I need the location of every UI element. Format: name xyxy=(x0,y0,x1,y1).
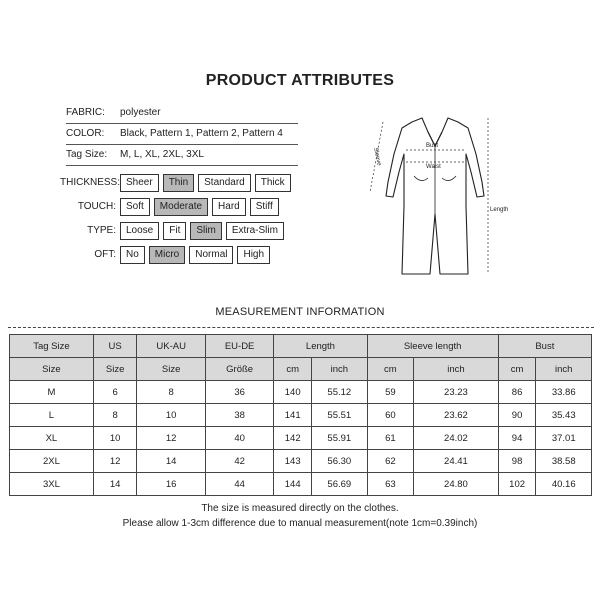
table-cell: 6 xyxy=(93,381,137,404)
table-cell: 102 xyxy=(498,473,536,496)
table-header: Tag Size xyxy=(10,335,94,358)
option-chip: Slim xyxy=(190,222,221,240)
table-header: Length xyxy=(274,335,367,358)
table-cell: 63 xyxy=(367,473,414,496)
table-cell: 140 xyxy=(274,381,312,404)
table-cell: 37.01 xyxy=(536,427,592,450)
attribute-rule xyxy=(66,123,298,124)
option-chip: Extra-Slim xyxy=(226,222,284,240)
table-cell: 60 xyxy=(367,404,414,427)
table-subheader: Größe xyxy=(205,358,273,381)
table-cell: 143 xyxy=(274,450,312,473)
table-cell: 90 xyxy=(498,404,536,427)
option-chip: Soft xyxy=(120,198,150,216)
option-chip: No xyxy=(120,246,145,264)
table-row xyxy=(10,427,592,450)
option-chip: Stiff xyxy=(250,198,279,216)
table-cell: 62 xyxy=(367,450,414,473)
table-row xyxy=(10,381,592,404)
table-subheader: inch xyxy=(536,358,592,381)
option-label: OFT: xyxy=(94,249,116,260)
table-cell: 61 xyxy=(367,427,414,450)
table-cell: 44 xyxy=(205,473,273,496)
option-chip: Normal xyxy=(189,246,233,264)
attribute-value: M, L, XL, 2XL, 3XL xyxy=(120,149,204,160)
table-cell: 3XL xyxy=(10,473,94,496)
section-divider xyxy=(8,327,594,328)
note-measured: The size is measured directly on the clothes. xyxy=(201,503,399,514)
attribute-rule xyxy=(66,144,298,145)
table-cell: 12 xyxy=(137,427,205,450)
table-cell: 55.91 xyxy=(312,427,367,450)
table-cell: 23.23 xyxy=(414,381,499,404)
table-cell: 33.86 xyxy=(536,381,592,404)
table-cell: 144 xyxy=(274,473,312,496)
table-cell: 10 xyxy=(137,404,205,427)
table-cell: L xyxy=(10,404,94,427)
attribute-label: Tag Size: xyxy=(66,149,108,160)
table-cell: 16 xyxy=(137,473,205,496)
table-cell: 23.62 xyxy=(414,404,499,427)
table-cell: 24.02 xyxy=(414,427,499,450)
table-subheader-row xyxy=(10,358,592,381)
table-cell: 36 xyxy=(205,381,273,404)
table-subheader: Size xyxy=(93,358,137,381)
table-cell: 141 xyxy=(274,404,312,427)
table-subheader: Size xyxy=(137,358,205,381)
table-cell: 86 xyxy=(498,381,536,404)
waist-label: Waist xyxy=(426,164,441,170)
option-chip: Hard xyxy=(212,198,246,216)
attribute-value: Black, Pattern 1, Pattern 2, Pattern 4 xyxy=(120,128,283,139)
table-subheader: inch xyxy=(312,358,367,381)
page-title: PRODUCT ATTRIBUTES xyxy=(205,72,395,89)
option-chip: Micro xyxy=(149,246,185,264)
table-cell: 56.30 xyxy=(312,450,367,473)
size-table xyxy=(9,334,592,496)
option-label: TYPE: xyxy=(87,225,116,236)
table-cell: 38.58 xyxy=(536,450,592,473)
attribute-value: polyester xyxy=(120,107,161,118)
option-chip: Moderate xyxy=(154,198,208,216)
table-cell: 24.41 xyxy=(414,450,499,473)
option-chip: Thick xyxy=(255,174,291,192)
table-cell: 12 xyxy=(93,450,137,473)
table-subheader: Size xyxy=(10,358,94,381)
table-row xyxy=(10,404,592,427)
option-chip: Standard xyxy=(198,174,251,192)
option-chip: Fit xyxy=(163,222,186,240)
table-cell: 8 xyxy=(137,381,205,404)
sleeve-label: Sleeve xyxy=(372,147,382,167)
table-cell: 40.16 xyxy=(536,473,592,496)
attribute-label: COLOR: xyxy=(66,128,105,139)
table-cell: 35.43 xyxy=(536,404,592,427)
table-cell: 55.51 xyxy=(312,404,367,427)
option-chip: Sheer xyxy=(120,174,159,192)
table-subheader: cm xyxy=(367,358,414,381)
option-label: TOUCH: xyxy=(77,201,116,212)
table-cell: 59 xyxy=(367,381,414,404)
table-subheader: cm xyxy=(498,358,536,381)
measurement-title: MEASUREMENT INFORMATION xyxy=(215,306,385,318)
table-cell: 2XL xyxy=(10,450,94,473)
table-cell: 55.12 xyxy=(312,381,367,404)
table-header: Bust xyxy=(498,335,591,358)
table-cell: 38 xyxy=(205,404,273,427)
table-header: EU-DE xyxy=(205,335,273,358)
table-cell: 40 xyxy=(205,427,273,450)
table-header: US xyxy=(93,335,137,358)
table-cell: XL xyxy=(10,427,94,450)
table-header-row xyxy=(10,335,592,358)
table-row xyxy=(10,450,592,473)
option-chip: Thin xyxy=(163,174,194,192)
table-subheader: cm xyxy=(274,358,312,381)
table-cell: 24.80 xyxy=(414,473,499,496)
table-subheader: inch xyxy=(414,358,499,381)
option-chip: Loose xyxy=(120,222,159,240)
table-cell: 14 xyxy=(137,450,205,473)
option-label: THICKNESS: xyxy=(60,177,121,188)
jumpsuit-diagram xyxy=(366,106,509,284)
table-cell: 10 xyxy=(93,427,137,450)
table-cell: 94 xyxy=(498,427,536,450)
attribute-rule xyxy=(66,165,298,166)
option-chip: High xyxy=(237,246,270,264)
table-cell: 42 xyxy=(205,450,273,473)
table-cell: 14 xyxy=(93,473,137,496)
table-cell: 98 xyxy=(498,450,536,473)
attribute-label: FABRIC: xyxy=(66,107,105,118)
table-cell: 142 xyxy=(274,427,312,450)
table-header: Sleeve length xyxy=(367,335,498,358)
table-cell: 8 xyxy=(93,404,137,427)
note-difference: Please allow 1-3cm difference due to manual measurement(note 1cm=0.39inch) xyxy=(122,518,478,529)
length-label: Length xyxy=(490,207,509,213)
table-cell: 56.69 xyxy=(312,473,367,496)
table-header: UK-AU xyxy=(137,335,205,358)
bust-label: Bust xyxy=(426,143,439,149)
table-row xyxy=(10,473,592,496)
table-cell: M xyxy=(10,381,94,404)
